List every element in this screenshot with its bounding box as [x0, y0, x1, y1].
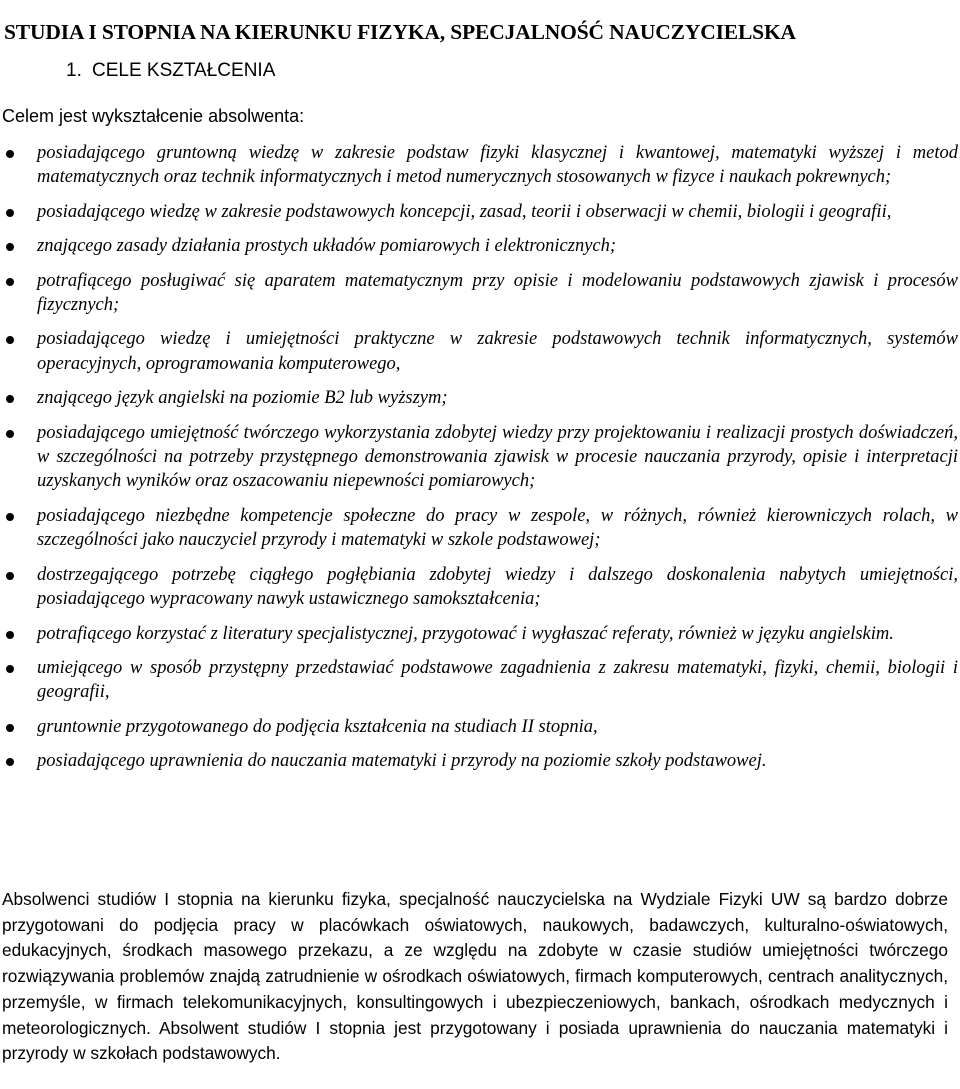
goals-list: [0, 141, 958, 784]
bullet-icon: [6, 572, 14, 580]
bullet-icon: [6, 336, 14, 344]
goal-text: znającego język angielski na poziomie B2 lub wyższym;: [37, 388, 448, 409]
section-number: 1.: [66, 60, 82, 81]
intro-text: Celem jest wykształcenie absolwenta:: [2, 106, 305, 126]
list-item: [0, 563, 958, 612]
summary-paragraph: Absolwenci studiów I stopnia na kierunku fizyka, specjalność nauczycielska na Wydziale Fizyki UW są bardzo dobrze przygotowani do podjęcia pracy w placówkach oświatowych, naukowych, badawczych, kulturalno-oświatowych, edukacyjnych, środkach masowego przekazu, a ze względu na zdobyte w czasie studiów umiejętności twórczego rozwiązywania problemów znajdą zatrudnienie w ośrodkach oświatowych, firmach komputerowych, centrach analitycznych, przemyśle, w firmach telekomunikacyjnych, konsultingowych i ubezpieczeniowych, bankach, ośrodkach medycznych i meteorologicznych. Absolwent studiów I stopnia jest przygotowany i posiada uprawnienia do nauczania matematyki i przyrody w szkołach podstawowych.: [2, 889, 948, 1064]
goal-text: znającego zasady działania prostych układów pomiarowych i elektronicznych;: [37, 236, 617, 257]
section-title: CELE KSZTAŁCENIA: [92, 60, 276, 81]
document-title: STUDIA I STOPNIA NA KIERUNKU FIZYKA, SPECJALNOŚĆ NAUCZYCIELSKA: [4, 20, 796, 45]
list-item: [0, 269, 958, 318]
goal-text: umiejącego w sposób przystępny przedstawiać podstawowe zagadnienia z zakresu matematyki, fizyki, chemii, biologii i geografii,: [37, 657, 958, 703]
list-item: [0, 386, 958, 410]
bullet-icon: [6, 758, 14, 766]
list-item: [0, 421, 958, 494]
bullet-icon: [6, 395, 14, 403]
goal-text: posiadającego gruntowną wiedzę w zakresie podstaw fizyki klasycznej i kwantowej, matematyki wyższej i metod matematycznych oraz technik informatycznych i metod numerycznych stosowanych w fizyce i naukach pokrewnych;: [37, 143, 958, 188]
bullet-icon: [6, 209, 14, 217]
list-item: [0, 749, 958, 773]
goal-text: dostrzegającego potrzebę ciągłego pogłębiania zdobytej wiedzy i dalszego doskonalenia nabytych umiejętności, posiadającego wypracowany nawyk ustawicznego samokształcenia;: [37, 564, 958, 610]
list-item: [0, 656, 958, 705]
goal-text: posiadającego wiedzę w zakresie podstawowych koncepcji, zasad, teorii i obserwacji w chemii, biologii i geografii,: [37, 201, 892, 222]
goal-text: posiadającego wiedzę i umiejętności praktyczne w zakresie podstawowych technik informatycznych, systemów operacyjnych, oprogramowania komputerowego,: [37, 329, 958, 374]
goal-text: gruntownie przygotowanego do podjęcia kształcenia na studiach II stopnia,: [37, 716, 598, 737]
bullet-icon: [6, 243, 14, 251]
list-item: [0, 234, 958, 258]
list-item: [0, 200, 958, 224]
list-item: [0, 327, 958, 376]
bullet-icon: [6, 150, 14, 158]
goal-text: posiadającego niezbędne kompetencje społeczne do pracy w zespole, w różnych, również kierowniczych rolach, w szczególności jako nauczyciel przyrody i matematyki w szkole podstawowej;: [37, 505, 958, 551]
list-item: [0, 504, 958, 553]
goal-text: posiadającego uprawnienia do nauczania matematyki i przyrody na poziomie szkoły podstawowej.: [37, 751, 767, 772]
bullet-icon: [6, 430, 14, 438]
goal-text: posiadającego umiejętność twórczego wykorzystania zdobytej wiedzy przy projektowaniu i realizacji prostych doświadczeń, w szczególności na potrzeby przystępnego demonstrowania zjawisk w procesie nauczania przyrody, opisie i interpretacji uzyskanych wyników oraz oszacowaniu niepewności pomiarowych;: [37, 422, 958, 492]
list-item: [0, 141, 958, 190]
goal-text: potrafiącego posługiwać się aparatem matematycznym przy opisie i modelowaniu podstawowych zjawisk i procesów fizycznych;: [37, 270, 958, 316]
bullet-icon: [6, 665, 14, 673]
list-item: [0, 715, 958, 739]
bullet-icon: [6, 278, 14, 286]
bullet-icon: [6, 724, 14, 732]
goal-text: potrafiącego korzystać z literatury specjalistycznej, przygotować i wygłaszać referaty, również w języku angielskim.: [37, 623, 894, 644]
list-item: [0, 622, 958, 646]
bullet-icon: [6, 513, 14, 521]
section-heading: [66, 58, 275, 84]
bullet-icon: [6, 631, 14, 639]
